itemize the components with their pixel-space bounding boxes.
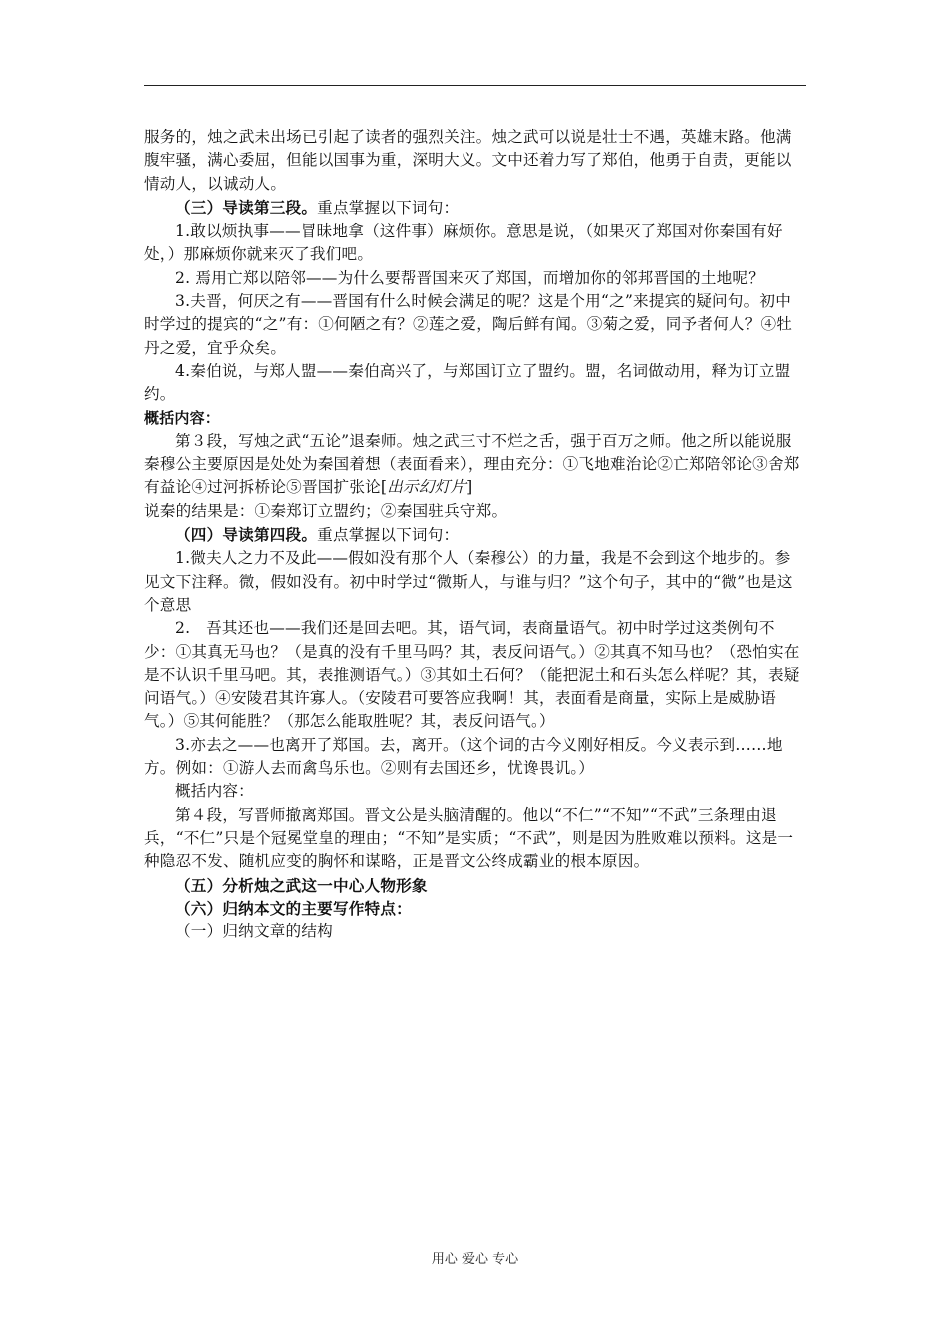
section-4-item-1: 1.微夫人之力不及此——假如没有那个人（秦穆公）的力量，我是不会到这个地步的。参见文下注释。微，假如没有。初中时学过“微斯人，与谁与归？”这个句子，其中的“微”也是这个意思 bbox=[144, 549, 793, 614]
subsection-1-heading: （一）归纳文章的结构 bbox=[175, 922, 333, 941]
section-4-heading: （四）导读第四段。 bbox=[175, 525, 318, 545]
section-3-summary-main: 第３段，写烛之武“五论”退秦师。烛之武三寸不烂之舌，强于百万之师。他之所以能说服秦穆公主要原因是处处为秦国着想（表面看来），理由充分：①飞地难治论②亡郑陪邻论③舍郑有益论④过河拆桥论⑤晋国扩张论[ bbox=[144, 431, 800, 497]
section-3-summary bbox=[144, 430, 806, 500]
slide-note: 出示幻灯片 bbox=[387, 478, 467, 497]
paragraph-intro: 服务的，烛之武未出场已引起了读者的强烈关注。烛之武可以说是壮士不遇，英雄末路。他满腹牢骚，满心委屈，但能以国事为重，深明大义。文中还着力写了郑伯，他勇于自责，更能以情动人，以诚动人。 bbox=[144, 128, 792, 193]
summary-label: 概括内容： bbox=[144, 408, 221, 427]
section-3-item-3: 3.夫晋，何厌之有——晋国有什么时候会满足的呢？这是个用“之”来提宾的疑问句。初中时学过的提宾的“之”有：①何陋之有？②莲之爱，陶后鲜有闻。③菊之爱，同予者何人？④牡丹之爱，宜乎众矣。 bbox=[144, 292, 793, 357]
section-3-item-2: 2. 焉用亡郑以陪邻——为什么要帮晋国来灭了郑国，而增加你的邻邦晋国的土地呢？ bbox=[175, 268, 765, 287]
section-3-result: 说秦的结果是：①秦郑订立盟约；②秦国驻兵守郑。 bbox=[144, 501, 508, 520]
section-3-summary-close: ] bbox=[466, 478, 473, 497]
page-footer: 用心 爱心 专心 bbox=[431, 1252, 519, 1267]
section-4-summary: 第４段，写晋师撤离郑国。晋文公是头脑清醒的。他以“不仁”“不知”“不武”三条理由退兵，“不仁”只是个冠冕堂皇的理由；“不知”是实质；“不武”，则是因为胜败难以预料。这是一种隐忍不发、随机应变的胸怀和谋略，正是晋文公终成霸业的根本原因。 bbox=[144, 805, 794, 871]
section-4-item-2: 2. 吾其还也——我们还是回去吧。其，语气词，表商量语气。初中时学过这类例句不少：①其真无马也？（是真的没有千里马吗？其，表反问语气。）②其真不知马也？（恐怕实在是不认识千里马吧。其，表推测语气。）③其如土石何？（能把泥土和石头怎么样呢？其，表疑问语气。）④安陵君其许寡人。（安陵君可要答应我啊！其，表面看是商量，实际上是威胁语气。）⑤其何能胜？（那怎么能取胜呢？其，表反问语气。） bbox=[144, 619, 800, 731]
section-5-heading: （五）分析烛之武这一中心人物形象 bbox=[175, 875, 428, 895]
section-3-item-4: 4.秦伯说，与郑人盟——秦伯高兴了，与郑国订立了盟约。盟，名词做动用，释为订立盟约。 bbox=[144, 361, 791, 404]
section-3-intro: 重点掌握以下词句： bbox=[317, 198, 460, 217]
section-6-heading: （六）归纳本文的主要写作特点： bbox=[175, 898, 412, 918]
header-rule bbox=[144, 85, 806, 86]
section-3-heading: （三）导读第三段。 bbox=[175, 197, 318, 217]
document-body bbox=[144, 126, 806, 943]
section-4-intro: 重点掌握以下词句： bbox=[317, 526, 460, 545]
section-3-heading-line bbox=[144, 196, 806, 220]
section-4-summary-label: 概括内容： bbox=[175, 782, 254, 801]
section-4-item-3: 3.亦去之——也离开了郑国。去，离开。（这个词的古今义刚好相反。今义表示到……地方。例如：①游人去而禽鸟乐也。②则有去国还乡，忧谗畏讥。） bbox=[144, 735, 783, 778]
section-4-heading-line bbox=[144, 523, 806, 547]
section-3-item-1: 1.敢以烦执事——冒昧地拿（这件事）麻烦你。意思是说，（如果灭了郑国对你秦国有好处，）那麻烦你就来灭了我们吧。 bbox=[144, 222, 783, 264]
